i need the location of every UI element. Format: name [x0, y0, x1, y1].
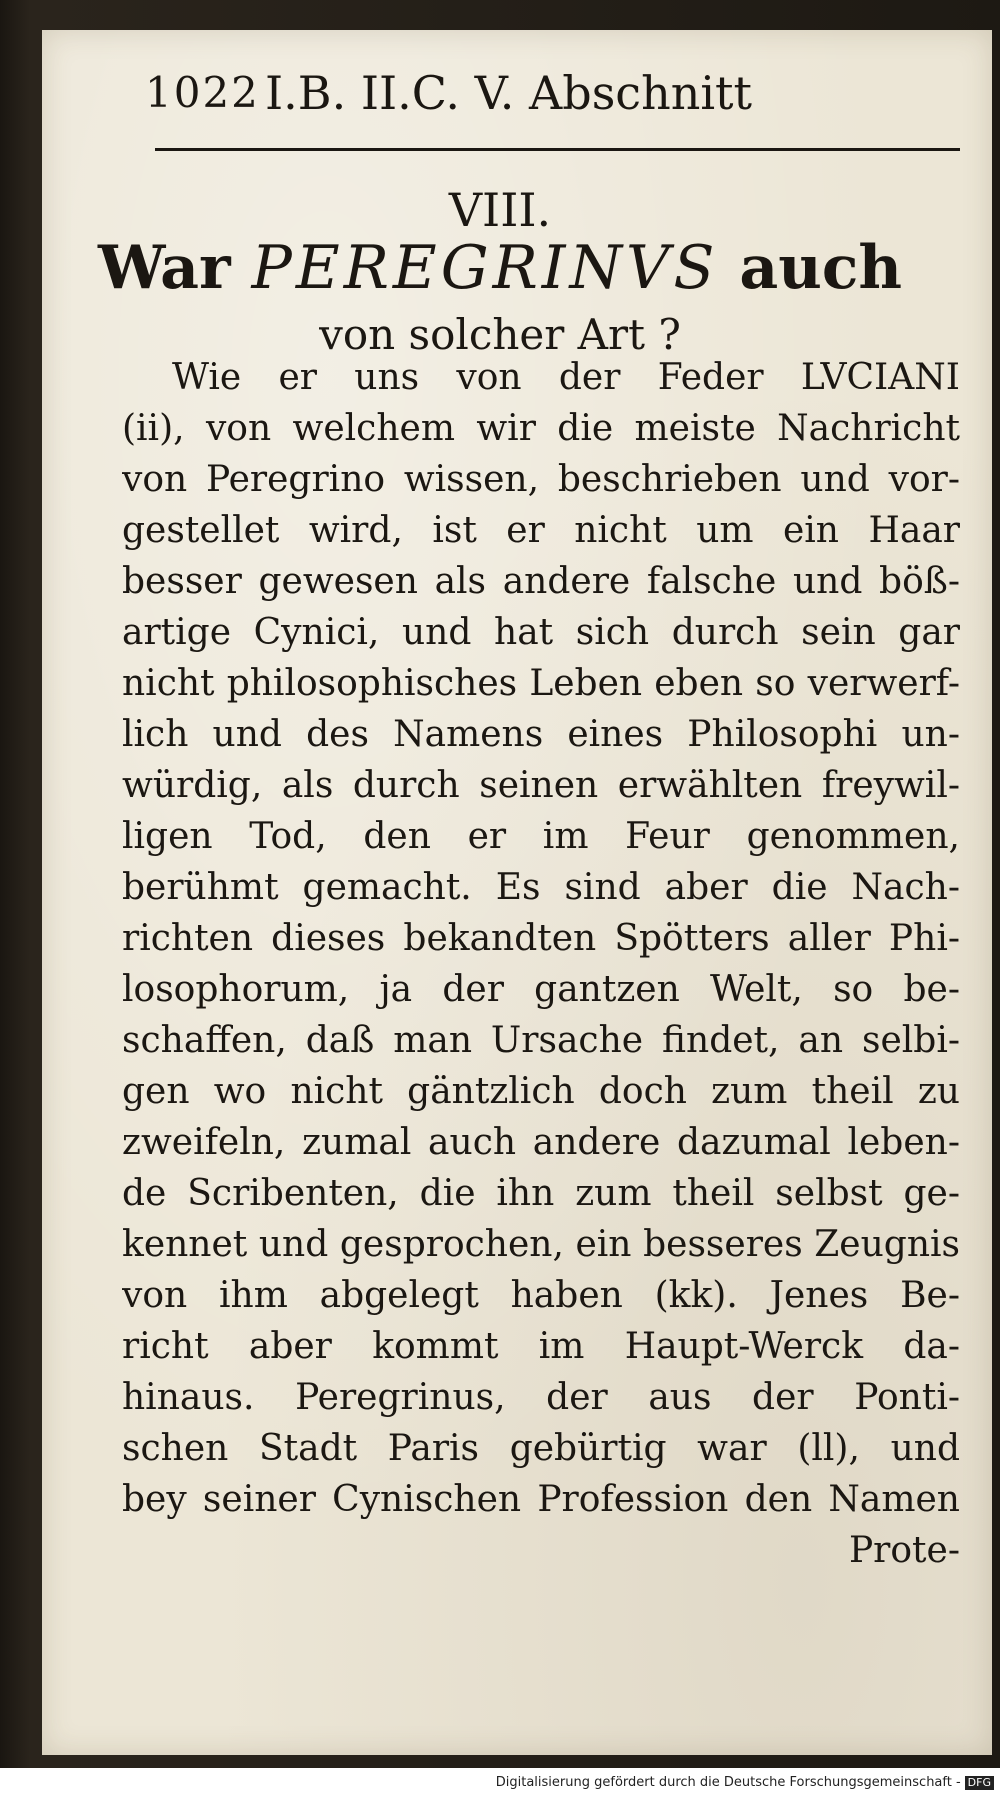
- text-line: besser gewesen als andere falsche und böß-: [122, 561, 960, 602]
- section-subtitle: von solcher Art ?: [319, 310, 681, 359]
- text-line: von ihm abgelegt haben (kk). Jenes Be-: [122, 1275, 960, 1316]
- text-line: nicht philosophisches Leben eben so verwerf-: [122, 663, 960, 704]
- text-line: richten dieses bekandten Spötters aller Phi-: [122, 918, 960, 959]
- title-prefix: War: [98, 233, 231, 303]
- text-line: von Peregrino wissen, beschrieben und vor-: [122, 459, 960, 500]
- text-line: bey seiner Cynischen Profession den Namen: [122, 1479, 960, 1520]
- footer-text: Digitalisierung gefördert durch die Deutsche Forschungsgemeinschaft -: [495, 1775, 961, 1790]
- text-line: schaffen, daß man Ursache findet, an selbi-: [122, 1020, 960, 1061]
- text-line: kennet und gesprochen, ein besseres Zeugnis: [122, 1224, 960, 1265]
- digitization-footer: [0, 1770, 1000, 1795]
- text-line: zweifeln, zumal auch andere dazumal leben-: [122, 1122, 960, 1163]
- text-line: gestellet wird, ist er nicht um ein Haar: [122, 510, 960, 551]
- title-suffix: auch: [739, 233, 902, 303]
- header-rule: [155, 148, 960, 151]
- text-line: ligen Tod, den er im Feur genommen,: [122, 816, 960, 857]
- title-name: PEREGRINVS: [251, 233, 719, 303]
- body-text: [122, 352, 960, 1576]
- running-title: I.B. II.C. V. Abschnitt: [265, 66, 752, 120]
- text-line: losophorum, ja der gantzen Welt, so be-: [122, 969, 960, 1010]
- text-line: artige Cynici, und hat sich durch sein gar: [122, 612, 960, 653]
- text-line: richt aber kommt im Haupt-Werck da-: [122, 1326, 960, 1367]
- text-line: hinaus. Peregrinus, der aus der Ponti-: [122, 1377, 960, 1418]
- text-line: gen wo nicht gäntzlich doch zum theil zu: [122, 1071, 960, 1112]
- text-line: (ii), von welchem wir die meiste Nachricht: [122, 408, 960, 449]
- text-line: lich und des Namens eines Philosophi un-: [122, 714, 960, 755]
- catchword: Prote-: [848, 1530, 960, 1571]
- text-line: de Scribenten, die ihn zum theil selbst ge-: [122, 1173, 960, 1214]
- page-header: [100, 58, 960, 128]
- dfg-logo-icon: DFG: [965, 1776, 994, 1790]
- text-line: würdig, als durch seinen erwählten freywil-: [122, 765, 960, 806]
- text-line: berühmt gemacht. Es sind aber die Nach-: [122, 867, 960, 908]
- page-number: 1022: [145, 68, 260, 117]
- section-title: [0, 228, 1000, 308]
- text-line: schen Stadt Paris gebürtig war (ll), und: [122, 1428, 960, 1469]
- section-number: VIII.: [448, 183, 552, 237]
- text-line: Wie er uns von der Feder LVCIANI: [172, 357, 960, 398]
